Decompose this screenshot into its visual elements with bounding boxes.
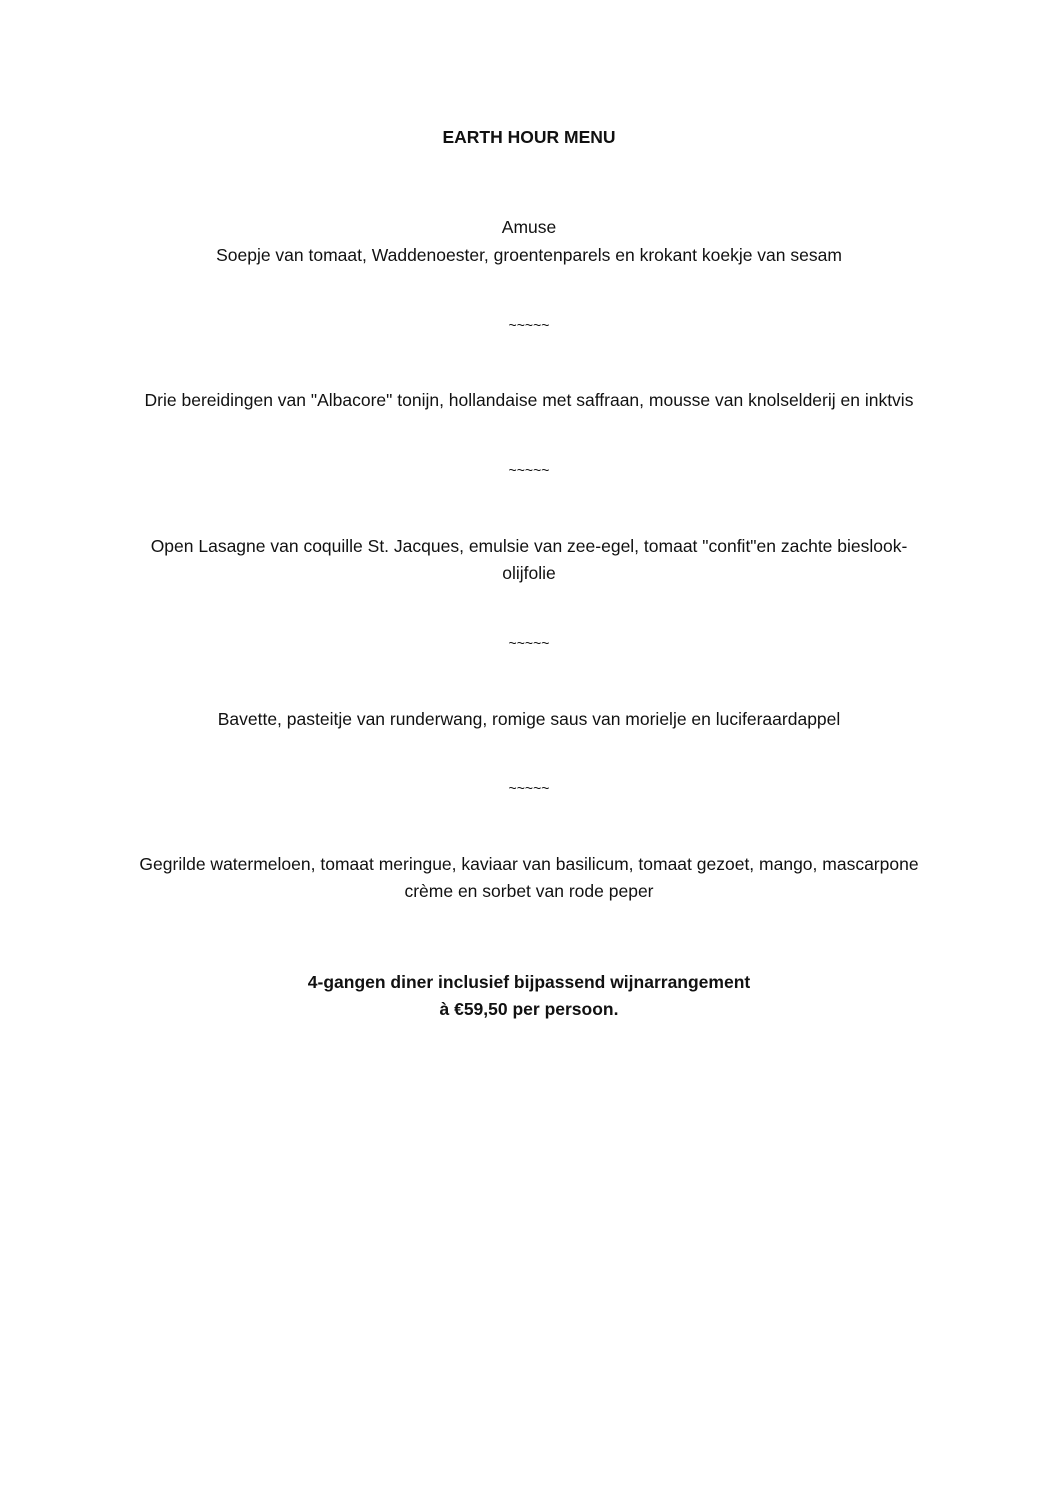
offer-line1: 4-gangen diner inclusief bijpassend wijnarrangement [307, 972, 751, 992]
amuse-description: Soepje van tomaat, Waddenoester, groentenparels en krokant koekje van sesam [216, 245, 842, 265]
offer-price: à €59,50 per persoon. [439, 999, 619, 1019]
course-2-description-line2: olijfolie [502, 563, 556, 583]
course-3-description: Bavette, pasteitje van runderwang, romige saus van morielje en luciferaardappel [217, 709, 841, 729]
course-separator: ~~~~~ [508, 462, 550, 478]
course-separator: ~~~~~ [508, 317, 550, 333]
course-1-description: Drie bereidingen van "Albacore" tonijn, hollandaise met saffraan, mousse van knolselderij en inktvis [144, 390, 914, 410]
course-separator: ~~~~~ [508, 635, 550, 651]
course-4-description-line1: Gegrilde watermeloen, tomaat meringue, kaviaar van basilicum, tomaat gezoet, mango, mascarpone [139, 854, 919, 874]
course-2-description-line1: Open Lasagne van coquille St. Jacques, emulsie van zee-egel, tomaat "confit"en zachte bieslook- [150, 536, 908, 556]
course-separator: ~~~~~ [508, 780, 550, 796]
amuse-heading: Amuse [501, 217, 557, 237]
menu-title: EARTH HOUR MENU [442, 127, 616, 147]
course-4-description-line2: crème en sorbet van rode peper [404, 881, 654, 901]
